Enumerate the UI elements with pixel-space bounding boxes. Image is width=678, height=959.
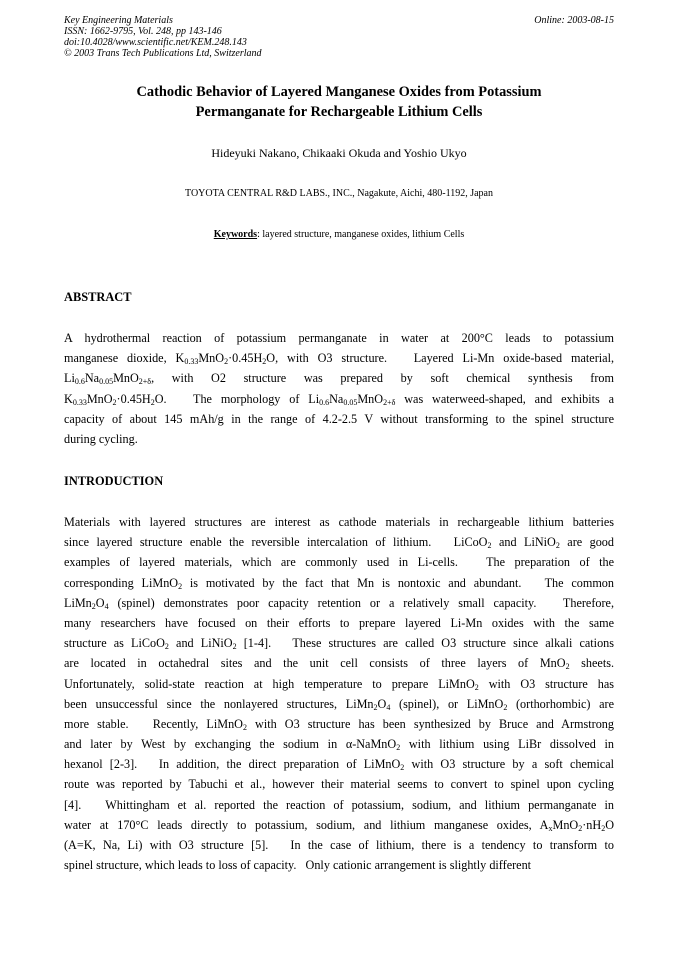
- text-line: Materials with layered structures are interest as cathode materials in rechargeable lithium batteries: [64, 515, 614, 529]
- keywords: [64, 229, 614, 241]
- text-line: $LiMn_2O_4$ (spinel) demonstrates poor capacity retention or a relatively small capacity. Therefore,: [64, 595, 614, 611]
- text-line: $Li_{0.6}Na_{0.05}MnO_{2+\delta}$, with O2 structure was prepared by soft chemical synthesis from: [64, 371, 614, 387]
- abstract-heading: ABSTRACT: [64, 290, 132, 304]
- introduction-heading: INTRODUCTION: [64, 474, 164, 488]
- text-line: water at 170°C leads directly to potassium, sodium, and lithium manganese oxides, $A_xMnO_2\cdot nH_2O$: [64, 817, 614, 833]
- abstract-body: [64, 328, 614, 449]
- text-line: been unsuccessful since the nonlayered structures, $LiMn_2O_4$ (spinel), or LiMnO$_2$ (orthorhombic) are: [64, 696, 614, 712]
- text-line: spinel structure, which leads to loss of capacity. Only cationic arrangement is slightly different: [64, 858, 532, 873]
- text-line: since layered structure enable the reversible intercalation of lithium. LiCoO$_2$ and LiNiO$_2$ are good: [64, 535, 614, 551]
- journal-metadata: [64, 15, 262, 59]
- text-line: manganese dioxide, $K_{0.33}MnO_2\cdot 0.45H_2O$, with O3 structure. Layered Li-Mn oxide-based material,: [64, 351, 614, 367]
- author-list: Hideyuki Nakano, Chikaaki Okuda and Yoshio Ukyo: [211, 146, 467, 160]
- text-line: and later by West by exchanging the sodium in α-NaMnO$_2$ with lithium using LiBr dissolved in: [64, 737, 614, 753]
- online-date: Online: 2003-08-15: [534, 15, 614, 26]
- text-line: corresponding LiMnO$_2$ is motivated by the fact that Mn is nontoxic and abundant. The common: [64, 575, 614, 591]
- text-line: are located in octahedral sites and the unit cell consists of three layers of MnO$_2$ sheets.: [64, 656, 614, 672]
- keywords-label: Keywords: [213, 229, 258, 240]
- text-line: more stable. Recently, LiMnO$_2$ with O3 structure has been synthesized by Bruce and Armstrong: [64, 716, 614, 732]
- paper-title: [64, 82, 614, 122]
- text-line: examples of layered materials, which are commonly used in Li-cells. The preparation of the: [64, 555, 614, 570]
- copyright-line: © 2003 Trans Tech Publications Ltd, Switzerland: [64, 48, 262, 59]
- doi-line: doi:10.4028/www.scientific.net/KEM.248.143: [64, 37, 247, 48]
- text-line: $K_{0.33}MnO_2\cdot 0.45H_2O$. The morphology of $Li_{0.6}Na_{0.05}MnO_{2+\delta}$ was waterweed-shaped, and exhibits a: [64, 391, 614, 407]
- text-line: capacity of about 145 mAh/g in the range of 4.2-2.5 V without transforming to the spinel structure: [64, 411, 614, 426]
- issn-line: ISSN: 1662-9795, Vol. 248, pp 143-146: [64, 26, 222, 37]
- title-line-1: Cathodic Behavior of Layered Manganese Oxides from Potassium: [136, 84, 542, 100]
- text-line: many researchers have focused on their efforts to prepare layered Li-Mn oxides with the same: [64, 615, 614, 630]
- text-line: Unfortunately, solid-state reaction at high temperature to prepare LiMnO$_2$ with O3 structure has: [64, 676, 614, 692]
- text-line: hexanol [2-3]. In addition, the direct preparation of LiMnO$_2$ with O3 structure by a soft chemical: [64, 757, 614, 773]
- text-line: [4]. Whittingham et al. reported the reaction of potassium, sodium, and lithium permanganate in: [64, 797, 614, 812]
- journal-name: Key Engineering Materials: [64, 15, 173, 26]
- text-line: (A=K, Na, Li) with O3 structure [5]. In the case of lithium, there is a tendency to transform to: [64, 838, 614, 852]
- text-line: structure as LiCoO$_2$ and LiNiO$_2$ [1-4]. These structures are called O3 structure since alkali cations: [64, 636, 614, 652]
- introduction-body: [64, 512, 614, 875]
- text-line: during cycling.: [64, 431, 138, 446]
- text-line: A hydrothermal reaction of potassium permanganate in water at 200°C leads to potassium: [64, 331, 614, 345]
- title-line-2: Permanganate for Rechargeable Lithium Cells: [195, 104, 483, 120]
- affiliation: TOYOTA CENTRAL R&D LABS., INC., Nagakute, Aichi, 480-1192, Japan: [185, 188, 493, 199]
- keywords-text: : layered structure, manganese oxides, lithium Cells: [257, 229, 465, 240]
- text-line: route was reported by Tabuchi et al., however their material seems to convert to spinel upon cycling: [64, 777, 614, 792]
